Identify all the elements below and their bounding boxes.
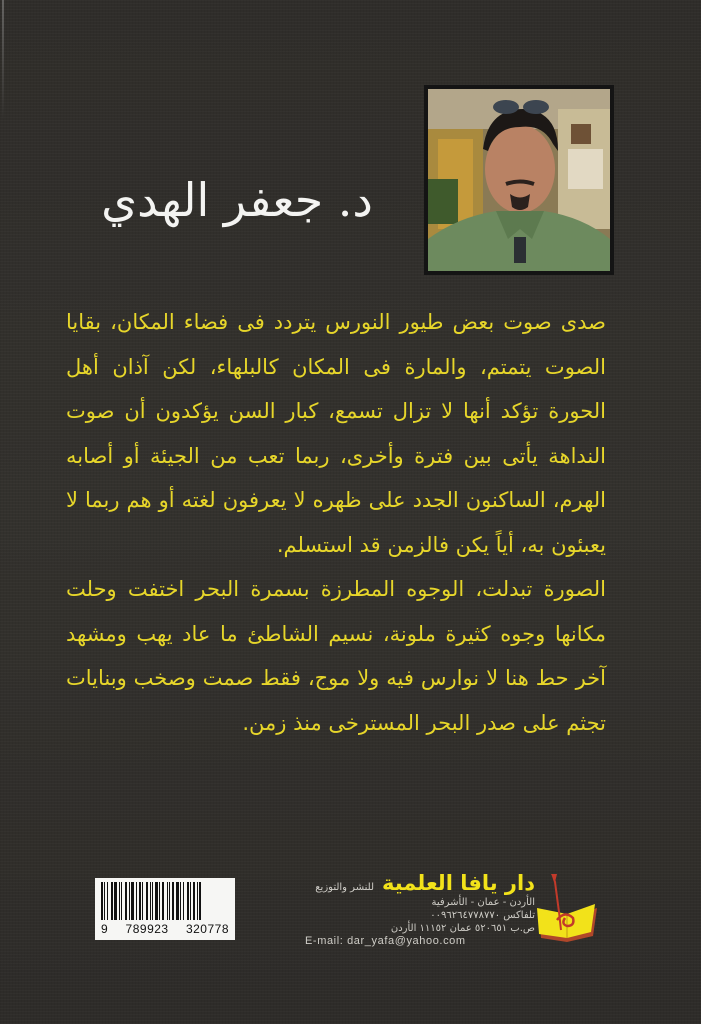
isbn-barcode	[95, 878, 235, 940]
cover-edge-crease	[2, 0, 4, 120]
publisher-subtitle: للنشر والتوزيع	[315, 882, 374, 893]
publisher-address: الأردن - عمان - الأشرفية	[431, 897, 535, 908]
barcode-digit-first: 9	[101, 922, 109, 936]
author-photo	[424, 85, 614, 275]
publisher-block	[305, 870, 535, 950]
barcode-digits-right: 320778	[185, 922, 229, 936]
publisher-name: دار يافا العلمية	[382, 871, 535, 895]
blurb-paragraph: الصورة تبدلت، الوجوه المطرزة بسمرة البحر اختفت وحلت مكانها وجوه كثيرة ملونة، نسيم الشاطئ ما عاد يهب ومشهد آخر حط هنا لا نوارس فيه ولا موج، فقط صمت وصخب وبنايات تجثم على صدر البحر المسترخى منذ زمن.	[66, 577, 606, 735]
blurb-paragraph: صدى صوت بعض طيور النورس يتردد فى فضاء المكان، بقايا الصوت يتمتم، والمارة فى المكان كالبلهاء، لكن آذان أهل الحورة تؤكد أنها لا تزال تسمع، كبار السن يؤكدون أن صوت النداهة يأتى بين فترة وأخرى، ربما تعب من الجيئة أو أصابه الهرم، الساكنون الجدد على ظهره لا يعرفون لغته أو هم ربما لا يعبئون به، أياً يكن فالزمن قد استسلم.	[66, 310, 606, 557]
publisher-title-row	[305, 870, 535, 896]
back-cover-blurb	[66, 300, 606, 745]
barcode-digits-left: 789923	[125, 922, 169, 936]
publisher-email: E-mail: dar_yafa@yahoo.com	[305, 935, 466, 947]
publisher-po-box: ص.ب ٥٢٠٦٥١ عمان ١١١٥٢ الأردن	[390, 923, 535, 934]
author-name: د. جعفر الهدي	[101, 173, 373, 227]
barcode-digits	[101, 922, 229, 936]
publisher-telefax: تلفاكس ٠٠٩٦٢٦٤٧٧٨٧٧٠	[430, 910, 535, 921]
barcode-bars	[101, 882, 229, 920]
open-book-pen-logo-icon	[535, 872, 601, 944]
author-portrait-icon	[428, 89, 610, 271]
